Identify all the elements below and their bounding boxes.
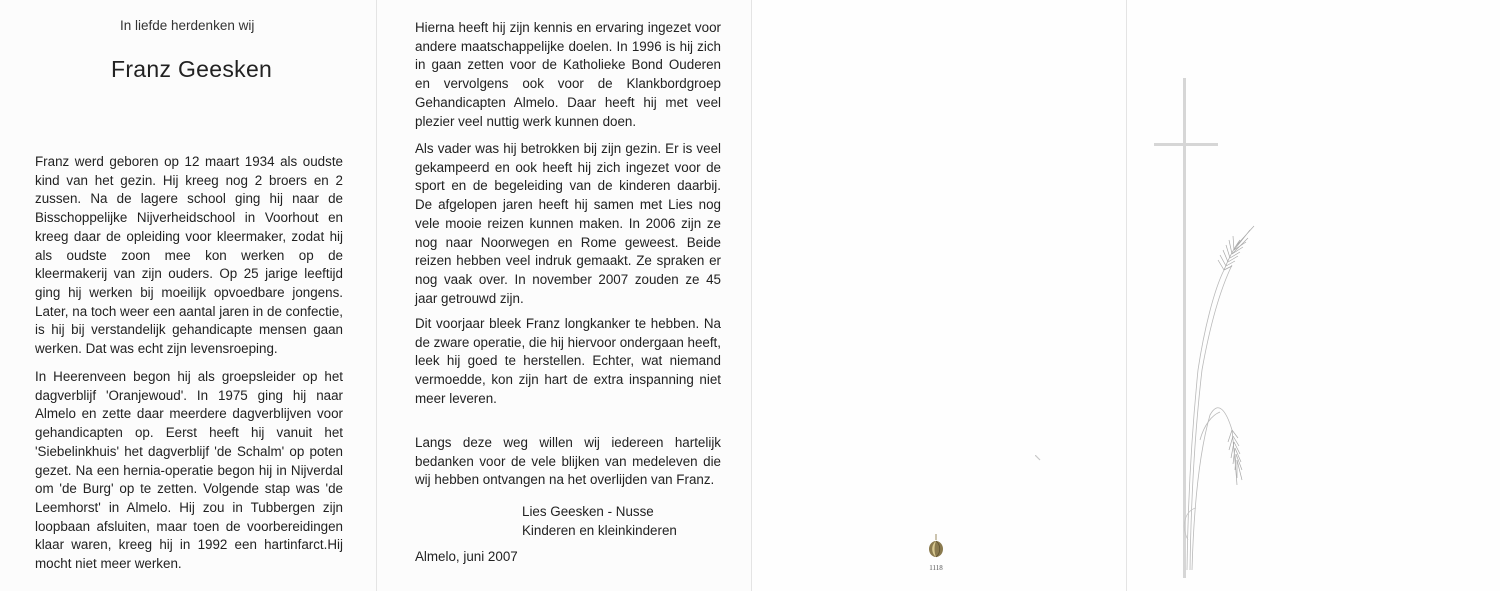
- wheat-stalk-short: [1192, 408, 1232, 570]
- cross-vertical-beam: [1183, 78, 1186, 578]
- cross-horizontal-beam: [1154, 143, 1218, 146]
- cross-with-wheat-icon: [1140, 70, 1260, 580]
- panel-blank: [752, 0, 1126, 591]
- biography-paragraph: Franz werd geboren op 12 maart 1934 als oudste kind van het gezin. Hij kreeg nog 2 broers en 2 zussen. Na de lagere school ging hij naar de Bisschoppelijke Nijverheidschool in Voorhout en kreeg daar de opleiding voor kleermaker, zodat hij als oudste zoon mee kon werken op de kleermakerij van zijn ouders. Op 25 jarige leeftijd ging hij werken bij moeilijk opvoedbare jongens. Later, na toch weer een aantal jaren in de confectie, is hij bij verstandelijk gehandicapte mensen gaan werken. Dat was echt zijn levensroeping.: [35, 154, 343, 357]
- dedication-heading: In liefde herdenken wij: [120, 18, 255, 33]
- wheat-ear-tall: [1218, 226, 1254, 270]
- printer-code: 1118: [929, 564, 943, 572]
- fold-line: [1126, 0, 1127, 591]
- printer-logo-icon: [925, 534, 947, 560]
- place-date: Almelo, juni 2007: [415, 549, 518, 564]
- speck-mark: [1035, 455, 1041, 461]
- biography-paragraph: Hierna heeft hij zijn kennis en ervaring ingezet voor andere maatschappelijke doelen. In 1996 is hij zich in gaan zetten voor de Katholieke Bond Ouderen en vervolgens ook voor de Klankbordgroep Gehandicapten Almelo. Daar heeft hij met veel plezier veel nuttig werk kunnen doen.: [415, 20, 721, 129]
- deceased-name: Franz Geesken: [111, 56, 273, 82]
- biography-paragraph: Dit voorjaar bleek Franz longkanker te hebben. Na de zware operatie, die hij hiervoor ondergaan heeft, leek hij goed te herstellen. Echter, wat niemand vermoedde, kon zijn hart de extra inspanning niet meer leveren.: [415, 316, 721, 406]
- fold-line: [751, 0, 752, 591]
- wheat-ear-short: [1228, 430, 1242, 485]
- thanks-paragraph: Langs deze weg willen wij iedereen hartelijk bedanken voor de vele blijken van medeleven die wij hebben ontvangen na het overlijden van Franz.: [415, 435, 721, 488]
- signature-family: Lies Geesken - Nusse: [522, 504, 654, 519]
- biography-paragraph: In Heerenveen begon hij als groepsleider op het dagverblijf 'Oranjewoud'. In 1975 ging hij naar Almelo en zette daar meerdere dagverblijven voor gehandicapten op. Eerst heeft hij vanuit het 'Siebelinkhuis' het dagverblijf 'de Schalm' op poten gezet. Na een hernia-operatie begon hij in Nijverdal om 'de Burg' op te zetten. Volgende stap was 'de Leemhorst' in Almelo. Hij zou in Tubbergen zijn loopbaan afsluiten, maar toen de voorbereidingen klaar waren, kreeg hij in 1992 een hartinfarct.Hij mocht niet meer werken.: [35, 369, 343, 572]
- biography-paragraph: Als vader was hij betrokken bij zijn gezin. Er is veel gekampeerd en ook heeft hij zich ingezet voor de sport en de begeleiding van de kinderen daarbij. De afgelopen jaren heeft hij samen met Lies nog vele mooie reizen kunnen maken. In 2006 zijn ze nog naar Noorwegen en Rome geweest. Beide reizen hebben veel indruk gemaakt. Ze spraken er nog vaak over. In november 2007 zouden ze 45 jaar getrouwd zijn.: [415, 141, 721, 306]
- signature-children: Kinderen en kleinkinderen: [522, 523, 677, 538]
- fold-line: [376, 0, 377, 591]
